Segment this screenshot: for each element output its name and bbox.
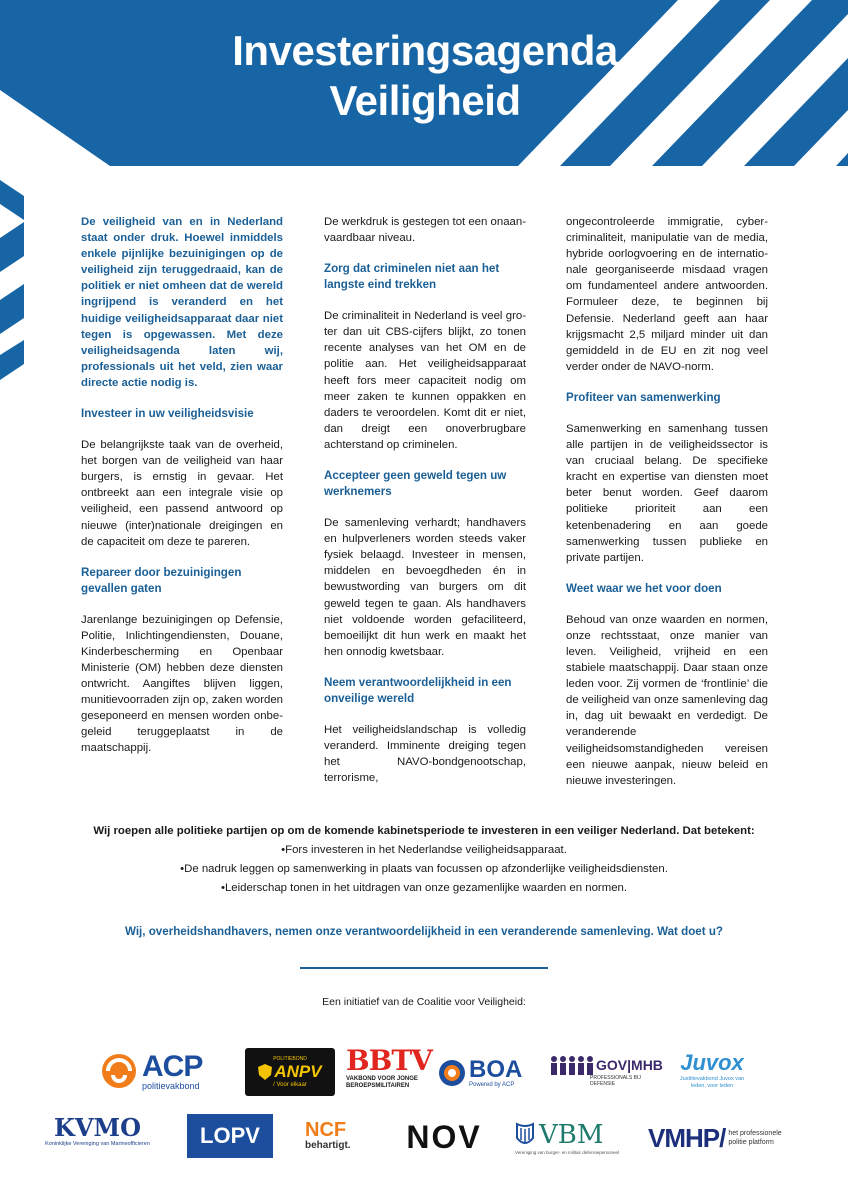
logo-lopv: LOPV <box>187 1114 273 1158</box>
logo-anpv: POLITIEBOND ANPV / Voor elkaar <box>245 1048 335 1096</box>
call-list-item: • De nadruk leggen op samenwerking in plaats van focussen op afzonderlijke veiligheidsdiensten. <box>0 860 848 879</box>
page-title: Investeringsagenda Veiligheid <box>232 27 618 124</box>
anpv-badge-icon <box>258 1064 272 1080</box>
govmhb-people-icon <box>550 1055 594 1075</box>
section-paragraph: Jarenlange bezuinigingen op Defensie, Politie, Inlichtingendiensten, Douane, Kinderbescherming en Openbaar Ministerie (OM) hebben deze diensten ontwricht. Aangiftes blijven liggen, munitievoorraden zijn op, zaken worden geseponeerd en mensen worden onbegeleid teruggeplaatst in de maatschappij. <box>81 613 283 755</box>
section-paragraph: De werkdruk is gestegen tot een onaanvaardbaar niveau. <box>324 216 526 245</box>
vbm-emblem-icon <box>515 1122 535 1148</box>
logo-bbtv: BBTV VAKBOND VOOR JONGE BEROEPSMILITAIREN <box>346 1044 432 1089</box>
section-paragraph: De belangrijkste taak van de overheid, het borgen van de veiligheid van haar burgers, is ernstig in gevaar. Het ontbreekt aan een integrale visie op veiligheid, een passend antwoord op nieuwe (inter)nationale dreigingen en de capaciteit om deze te pareren. <box>81 439 283 548</box>
call-list <box>0 841 848 898</box>
section-heading: Weet waar we het voor doen <box>566 581 722 595</box>
section-heading: Zorg dat criminelen niet aan het langste eind trekken <box>324 262 500 292</box>
header-banner <box>0 0 848 166</box>
section-paragraph: Behoud van onze waarden en normen, onze rechtsstaat, onze manier van leven. Veiligheid, vrijheid en een stabiele maatschappij. Daar staan onze leden voor. Zij vormen de ‘frontlinie’ die de veiligheid van onze samenleving dag in, dag uit bewaakt en verdedigt. De veranderende veiligheidsomstandigheden vereisen een nieuwe aanpak, nieuw beleid en nieuwe investeringen. <box>566 613 769 787</box>
section-paragraph: De samenleving verhardt; handhavers en hulpverleners worden steeds vaker fysiek belaagd. Investeer in mensen, middelen en bevoegdheden én in bewustwording van burgers om dit geweld tegen te gaan. Als handhavers niet voldoende worden gefaciliteerd, bemoeilijkt dit hun werk en maakt het hen onnodig kwetsbaar. <box>324 517 526 658</box>
text-column-2 <box>324 214 526 801</box>
logo-boa: BOA Powered by ACP <box>438 1055 543 1091</box>
divider <box>300 967 548 969</box>
initiative-text: Een initiatief van de Coalitie voor Veiligheid: <box>322 996 526 1008</box>
section-paragraph: ongecontroleerde immigratie, cybercriminaliteit, manipulatie van de media, hybride oorlogvoering en de internationale georganiseerde misdaad vragen om fundamenteel andere antwoorden. Formuleer deze, te beginnen bij Defensie. Nederland geeft aan haar krijgsmacht 2,5 miljard minder uit dan gemiddeld in de EU en zit nog veel verder onder de NAVO-norm. <box>566 216 768 373</box>
section-paragraph: Het veiligheidslandschap is volledig veranderd. Imminente dreiging tegen het NAVO-bondgenootschap, terrorisme, <box>324 723 526 785</box>
call-list-item: • Leiderschap tonen in het uitdragen van onze gezamenlijke waarden en normen. <box>0 879 848 898</box>
acp-swirl-icon <box>100 1052 138 1090</box>
call-heading: Wij roepen alle politieke partijen op om de komende kabinetsperiode te investeren in een veiliger Nederland. Dat betekent: <box>93 825 755 837</box>
section-heading: Repareer door bezuinigingen gevallen gaten <box>81 565 242 595</box>
section-paragraph: De criminaliteit in Nederland is veel groter dan uit CBS-cijfers blijkt, zo tonen recente analyses van het OM en de politie aan. Het veiligheidsapparaat heeft fors meer capaciteit nodig om meer zaken te kunnen oppakken en daders te veroordelen. Komt dit er niet, dan dreigt een onoverbrugbare achterstand op criminelen. <box>324 310 526 451</box>
intro-paragraph: De veiligheid van en in Nederland staat onder druk. Hoewel inmiddels enkele pijnlijke bezuinigingen op de veiligheid zijn teruggedraaid, kan de politiek er niet omheen dat de wereld ingrijpend is veranderd en het huidige veiligheidsapparaat daar niet tegen is opgewassen. Met deze veiligheidsagenda laten wij, professionals uit het veld, zien waar directe actie nodig is. <box>81 216 283 389</box>
logo-ncf: NCF behartigt. <box>305 1119 351 1151</box>
section-heading: Neem verantwoordelijkheid in een onveilige wereld <box>324 675 512 705</box>
closing-statement: Wij, overheidshandhavers, nemen onze verantwoordelijkheid in een veranderende samenleving. Wat doet u? <box>125 925 723 938</box>
section-heading: Accepteer geen geweld tegen uw werknemers <box>324 469 507 499</box>
call-to-action <box>0 822 848 898</box>
section-heading: Profiteer van samenwerking <box>566 390 721 404</box>
section-paragraph: Samenwerking en samenhang tussen alle partijen in de veiligheidssector is van cruciaal belang. De specifieke kracht en expertise van diensten moet beter benut worden. Geef daarom politieke prioriteit aan een ketenbenadering en aan goede samenwerking tussen publieke en private partijen. <box>566 422 768 564</box>
logo-nov: NOV <box>406 1118 482 1155</box>
logo-govmhb: GOV|MHB PROFESSIONALS BIJ DEFENSIE <box>550 1055 660 1091</box>
section-heading: Investeer in uw veiligheidsvisie <box>81 407 254 421</box>
call-list-item: • Fors investeren in het Nederlandse veiligheidsapparaat. <box>0 841 848 860</box>
logo-acp: ACP politievakbond <box>100 1050 235 1092</box>
text-column-1 <box>81 214 283 772</box>
text-column-3 <box>566 214 768 804</box>
logo-juvox: Juvox Justitievakbond Juvox van leden, voor leden <box>679 1050 745 1089</box>
logo-vbm: VBM Vereniging van burger- en militair defensiepersoneel <box>515 1120 620 1155</box>
boa-shield-icon <box>438 1059 466 1087</box>
side-stripes-decoration <box>0 180 30 380</box>
logo-vmhp: VMHP/ het professionele politie platform <box>648 1122 782 1153</box>
logo-kvmo: KVMO Koninklijke Vereniging van Marineofficieren <box>45 1113 150 1147</box>
